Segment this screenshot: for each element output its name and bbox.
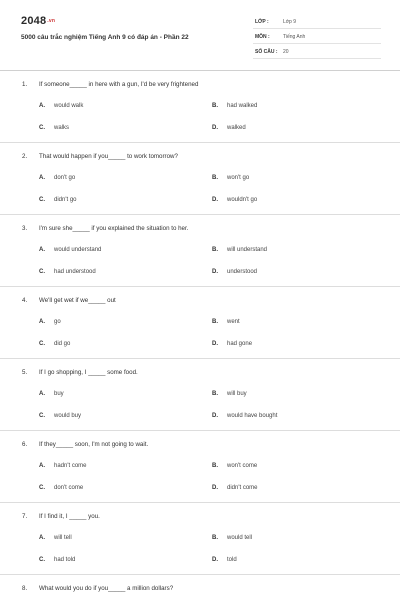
question-item [0, 503, 400, 575]
option-text: don't come [54, 485, 84, 491]
question-text: If I find it, I _____ you. [39, 513, 100, 520]
option-text: would buy [54, 413, 82, 419]
option-c[interactable] [39, 341, 70, 347]
question-number: 5. [22, 369, 28, 376]
question-item [0, 287, 400, 359]
logo-text: 2048 [21, 15, 47, 27]
option-a[interactable] [39, 175, 75, 181]
option-letter: D. [212, 341, 218, 347]
logo-suffix: .vn [47, 18, 56, 25]
option-letter: D. [212, 413, 218, 419]
question-item [0, 71, 400, 143]
question-number: 2. [22, 153, 28, 160]
option-letter: A. [39, 463, 45, 469]
meta-key: LỚP : [255, 19, 269, 25]
option-text: went [227, 319, 240, 325]
option-d[interactable] [212, 197, 257, 203]
option-a[interactable] [39, 247, 101, 253]
option-letter: B. [212, 391, 218, 397]
option-text: had understood [54, 269, 96, 275]
option-b[interactable] [212, 463, 257, 469]
option-letter: C. [39, 341, 45, 347]
option-letter: B. [212, 535, 218, 541]
option-b[interactable] [212, 319, 240, 325]
option-letter: A. [39, 391, 45, 397]
option-text: told [227, 557, 237, 563]
option-letter: D. [212, 485, 218, 491]
question-text: If they_____ soon, I'm not going to wait. [39, 441, 149, 448]
option-text: didn't come [227, 485, 258, 491]
option-c[interactable] [39, 125, 69, 131]
option-text: had told [54, 557, 76, 563]
option-text: will understand [227, 247, 268, 253]
option-text: would walk [54, 103, 84, 109]
option-text: walks [54, 125, 70, 131]
option-c[interactable] [39, 557, 75, 563]
question-number: 7. [22, 513, 28, 520]
option-letter: B. [212, 463, 218, 469]
option-a[interactable] [39, 103, 83, 109]
question-text: If someone_____ in here with a gun, I'd be very frightened [39, 81, 199, 88]
question-item [0, 143, 400, 215]
option-letter: D. [212, 197, 218, 203]
question-text: That would happen if you_____ to work tomorrow? [39, 153, 178, 160]
option-letter: A. [39, 103, 45, 109]
option-b[interactable] [212, 391, 247, 397]
question-item [0, 431, 400, 503]
option-d[interactable] [212, 485, 258, 491]
option-text: won't come [227, 463, 258, 469]
option-d[interactable] [212, 125, 246, 131]
option-text: won't go [227, 175, 250, 181]
question-text: I'm sure she_____ if you explained the situation to her. [39, 225, 189, 232]
option-text: had gone [227, 341, 253, 347]
option-c[interactable] [39, 485, 83, 491]
meta-key: MÔN : [255, 34, 270, 40]
option-text: understood [227, 269, 258, 275]
question-number: 8. [22, 585, 28, 592]
meta-row-class [253, 14, 381, 29]
option-c[interactable] [39, 197, 77, 203]
option-letter: D. [212, 269, 218, 275]
question-text: We'll get wet if we_____ out [39, 297, 116, 304]
question-item [0, 359, 400, 431]
question-text: If I go shopping, I _____ some food. [39, 369, 138, 376]
option-text: go [54, 319, 61, 325]
option-letter: A. [39, 247, 45, 253]
option-letter: C. [39, 413, 45, 419]
option-text: did go [54, 341, 71, 347]
option-letter: B. [212, 319, 218, 325]
option-letter: B. [212, 175, 218, 181]
option-a[interactable] [39, 535, 72, 541]
option-text: didn't go [54, 197, 77, 203]
meta-value: 20 [283, 49, 289, 55]
option-letter: C. [39, 485, 45, 491]
option-c[interactable] [39, 413, 81, 419]
question-item [0, 575, 400, 600]
option-text: will tell [54, 535, 72, 541]
meta-value: Lớp 9 [283, 19, 297, 25]
option-a[interactable] [39, 463, 87, 469]
meta-key: SỐ CÂU : [255, 49, 278, 55]
option-text: walked [227, 125, 246, 131]
option-letter: C. [39, 197, 45, 203]
option-text: hadn't come [54, 463, 87, 469]
meta-row-question-count [253, 44, 381, 59]
question-item [0, 215, 400, 287]
option-a[interactable] [39, 319, 61, 325]
option-letter: A. [39, 175, 45, 181]
document-title: 5000 câu trắc nghiệm Tiếng Anh 9 có đáp án - Phần 22 [21, 34, 189, 41]
question-list [0, 71, 400, 600]
option-text: would tell [227, 535, 253, 541]
option-d[interactable] [212, 341, 252, 347]
question-number: 6. [22, 441, 28, 448]
option-b[interactable] [212, 535, 252, 541]
option-letter: A. [39, 319, 45, 325]
option-c[interactable] [39, 269, 96, 275]
option-b[interactable] [212, 247, 267, 253]
option-b[interactable] [212, 175, 249, 181]
option-letter: C. [39, 269, 45, 275]
question-text: What would you do if you_____ a million dollars? [39, 585, 174, 592]
option-d[interactable] [212, 413, 277, 419]
option-letter: D. [212, 557, 218, 563]
question-number: 3. [22, 225, 28, 232]
page-header [0, 0, 400, 66]
option-text: buy [54, 391, 64, 397]
option-d[interactable] [212, 557, 237, 563]
question-number: 1. [22, 81, 28, 88]
option-letter: B. [212, 247, 218, 253]
option-b[interactable] [212, 103, 257, 109]
option-text: would have bought [227, 413, 278, 419]
meta-row-subject [253, 29, 381, 44]
option-d[interactable] [212, 269, 257, 275]
option-letter: C. [39, 125, 45, 131]
option-letter: B. [212, 103, 218, 109]
site-logo[interactable] [21, 15, 55, 27]
question-number: 4. [22, 297, 28, 304]
option-text: would understand [54, 247, 102, 253]
option-text: wouldn't go [227, 197, 258, 203]
option-text: had walked [227, 103, 258, 109]
option-letter: A. [39, 535, 45, 541]
option-text: don't go [54, 175, 76, 181]
option-letter: C. [39, 557, 45, 563]
meta-value: Tiếng Anh [283, 34, 306, 40]
option-text: will buy [227, 391, 247, 397]
option-letter: D. [212, 125, 218, 131]
meta-info-panel [253, 14, 381, 59]
option-a[interactable] [39, 391, 64, 397]
